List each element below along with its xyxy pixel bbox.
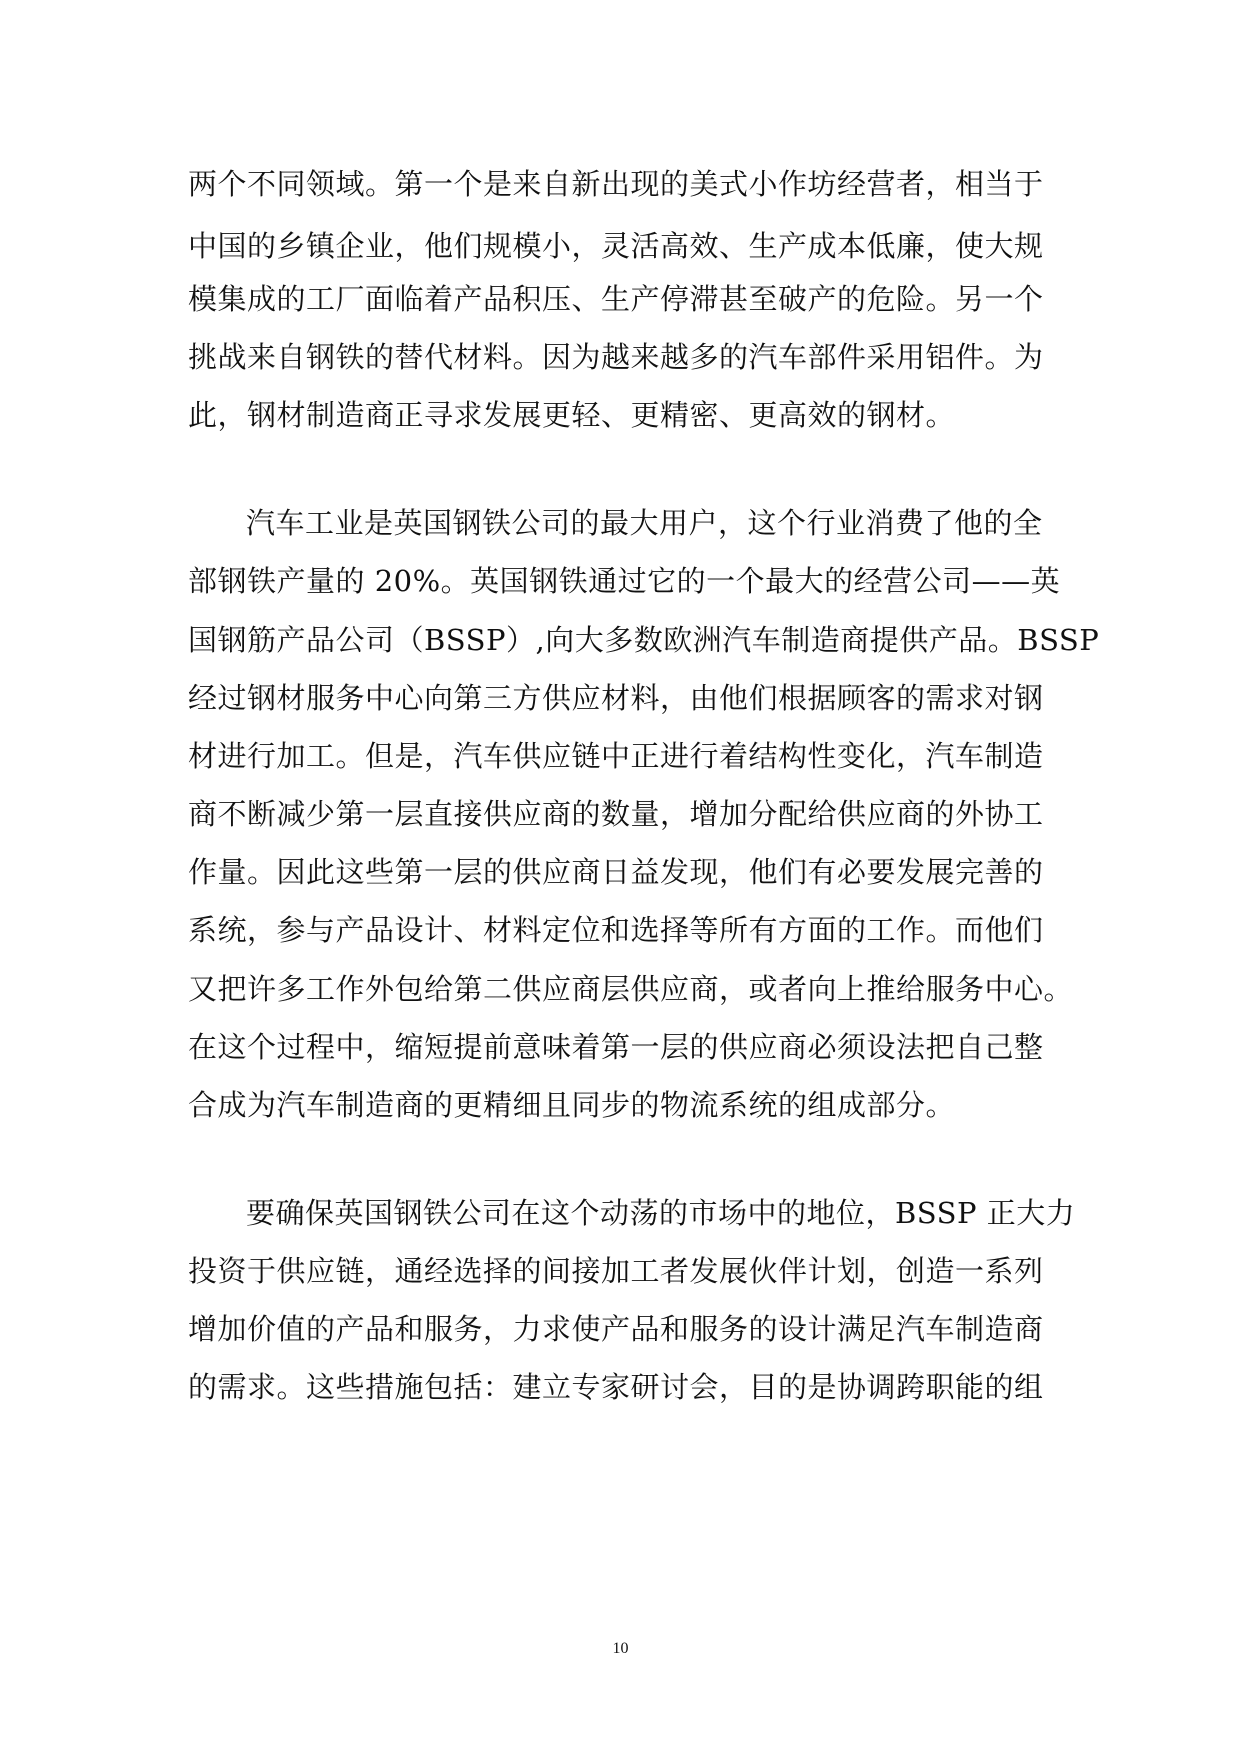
text-line: 作量。因此这些第一层的供应商日益发现，他们有必要发展完善的 xyxy=(188,855,1044,889)
text-line: 材进行加工。但是，汽车供应链中正进行着结构性变化，汽车制造 xyxy=(188,739,1044,773)
text-line: 系统，参与产品设计、材料定位和选择等所有方面的工作。而他们 xyxy=(188,913,1044,947)
text-line: 两个不同领域。第一个是来自新出现的美式小作坊经营者，相当于 xyxy=(188,167,1044,201)
text-line: 国钢筋产品公司（BSSP）,向大多数欧洲汽车制造商提供产品。BSSP xyxy=(188,623,1100,657)
text-line: 部钢铁产量的 20%。英国钢铁通过它的一个最大的经营公司——英 xyxy=(188,564,1061,598)
text-line: 模集成的工厂面临着产品积压、生产停滞甚至破产的危险。另一个 xyxy=(188,282,1044,316)
text-line: 商不断减少第一层直接供应商的数量，增加分配给供应商的外协工 xyxy=(188,797,1044,831)
text-line: 汽车工业是英国钢铁公司的最大用户，这个行业消费了他的全 xyxy=(246,506,1043,540)
page-number: 10 xyxy=(612,1640,629,1657)
text-line: 中国的乡镇企业，他们规模小，灵活高效、生产成本低廉，使大规 xyxy=(188,229,1044,263)
text-line: 的需求。这些措施包括：建立专家研讨会，目的是协调跨职能的组 xyxy=(188,1370,1044,1404)
text-line: 在这个过程中，缩短提前意味着第一层的供应商必须设法把自己整 xyxy=(188,1030,1044,1064)
text-line: 此，钢材制造商正寻求发展更轻、更精密、更高效的钢材。 xyxy=(188,398,956,432)
text-line: 投资于供应链，通经选择的间接加工者发展伙伴计划，创造一系列 xyxy=(188,1254,1044,1288)
text-line: 又把许多工作外包给第二供应商层供应商，或者向上推给服务中心。 xyxy=(188,972,1074,1006)
text-line: 要确保英国钢铁公司在这个动荡的市场中的地位，BSSP 正大力 xyxy=(246,1196,1076,1230)
text-line: 挑战来自钢铁的替代材料。因为越来越多的汽车部件采用铝件。为 xyxy=(188,340,1044,374)
text-line: 合成为汽车制造商的更精细且同步的物流系统的组成部分。 xyxy=(188,1088,956,1122)
text-line: 经过钢材服务中心向第三方供应材料，由他们根据顾客的需求对钢 xyxy=(188,681,1044,715)
text-line: 增加价值的产品和服务，力求使产品和服务的设计满足汽车制造商 xyxy=(188,1312,1044,1346)
